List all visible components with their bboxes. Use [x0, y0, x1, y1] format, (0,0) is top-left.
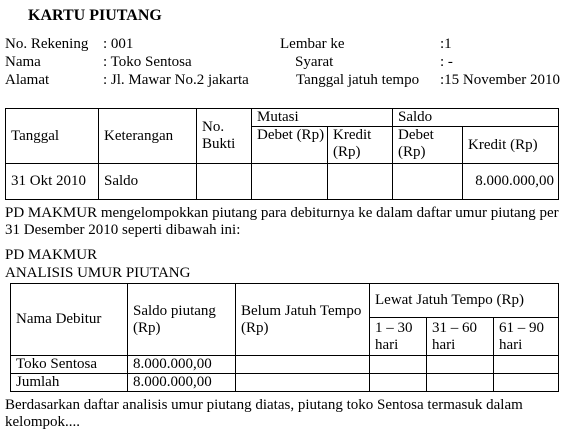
- cell-saldo-debet: [393, 164, 463, 200]
- analysis-company: PD MAKMUR: [5, 247, 98, 263]
- intro-paragraph: PD MAKMUR mengelompokkan piutang para debiturnya ke dalam daftar umur piutang per 31 Desember 2010 seperti dibawah ini:: [5, 205, 559, 238]
- cell-mutasi-debet: [252, 164, 328, 200]
- header-range-61-90: 61 – 90 hari: [494, 318, 559, 356]
- header-saldo: Saldo: [393, 109, 559, 127]
- cell-mutasi-kredit: [328, 164, 393, 200]
- nama-value: : Toko Sentosa: [103, 54, 192, 70]
- card-title: KARTU PIUTANG: [28, 7, 162, 24]
- syarat-value: : -: [440, 54, 453, 70]
- rekening-label: No. Rekening: [5, 36, 89, 52]
- header-tanggal: Tanggal: [6, 109, 99, 164]
- lembar-value: :1: [440, 36, 452, 52]
- cell-range-2: [427, 374, 494, 392]
- header-mutasi-debet: Debet (Rp): [252, 127, 328, 164]
- header-mutasi-kredit: Kredit (Rp): [328, 127, 393, 164]
- cell-saldo-piutang: 8.000.000,00: [128, 356, 236, 374]
- kartu-piutang-table: [5, 108, 559, 200]
- jatuh-tempo-label: Tanggal jatuh tempo: [296, 72, 420, 88]
- analysis-title: ANALISIS UMUR PIUTANG: [5, 265, 191, 281]
- header-saldo-debet: Debet (Rp): [393, 127, 463, 164]
- header-belum-jatuh-tempo: Belum Jatuh Tempo (Rp): [236, 284, 370, 356]
- lembar-label: Lembar ke: [280, 36, 345, 52]
- cell-nama-debitur: Toko Sentosa: [11, 356, 128, 374]
- nama-label: Nama: [5, 54, 41, 70]
- cell-range-1: [370, 356, 427, 374]
- alamat-label: Alamat: [5, 72, 50, 88]
- header-keterangan: Keterangan: [99, 109, 197, 164]
- table-row: [11, 374, 559, 392]
- cell-saldo-piutang: 8.000.000,00: [128, 374, 236, 392]
- cell-nama-debitur: Jumlah: [11, 374, 128, 392]
- header-range-31-60: 31 – 60 hari: [427, 318, 494, 356]
- cell-range-2: [427, 356, 494, 374]
- jatuh-tempo-value: :15 November 2010: [440, 72, 560, 88]
- header-nama-debitur: Nama Debitur: [11, 284, 128, 356]
- cell-belum-jatuh-tempo: [236, 374, 370, 392]
- syarat-label: Syarat: [295, 54, 334, 70]
- cell-saldo-kredit: 8.000.000,00: [463, 164, 559, 200]
- table-row: [11, 356, 559, 374]
- analisis-header-row-1: [11, 284, 559, 318]
- cell-belum-jatuh-tempo: [236, 356, 370, 374]
- cell-keterangan: Saldo: [99, 164, 197, 200]
- header-lewat-jatuh-tempo: Lewat Jatuh Tempo (Rp): [370, 284, 559, 318]
- kartu-data-row: [6, 164, 559, 200]
- cell-no-bukti: [197, 164, 252, 200]
- cell-range-3: [494, 374, 559, 392]
- header-mutasi: Mutasi: [252, 109, 393, 127]
- alamat-value: : Jl. Mawar No.2 jakarta: [103, 72, 249, 88]
- cell-tanggal: 31 Okt 2010: [6, 164, 99, 200]
- kartu-header-row-1: [6, 109, 559, 127]
- cell-range-1: [370, 374, 427, 392]
- analisis-umur-table: [10, 283, 559, 392]
- question-paragraph: Berdasarkan daftar analisis umur piutang diatas, piutang toko Sentosa termasuk dalam kelompok....: [5, 397, 523, 430]
- header-range-1-30: 1 – 30 hari: [370, 318, 427, 356]
- cell-range-3: [494, 356, 559, 374]
- header-saldo-kredit: Kredit (Rp): [463, 127, 559, 164]
- header-no-bukti: No. Bukti: [197, 109, 252, 164]
- rekening-value: : 001: [103, 36, 134, 52]
- header-saldo-piutang: Saldo piutang (Rp): [128, 284, 236, 356]
